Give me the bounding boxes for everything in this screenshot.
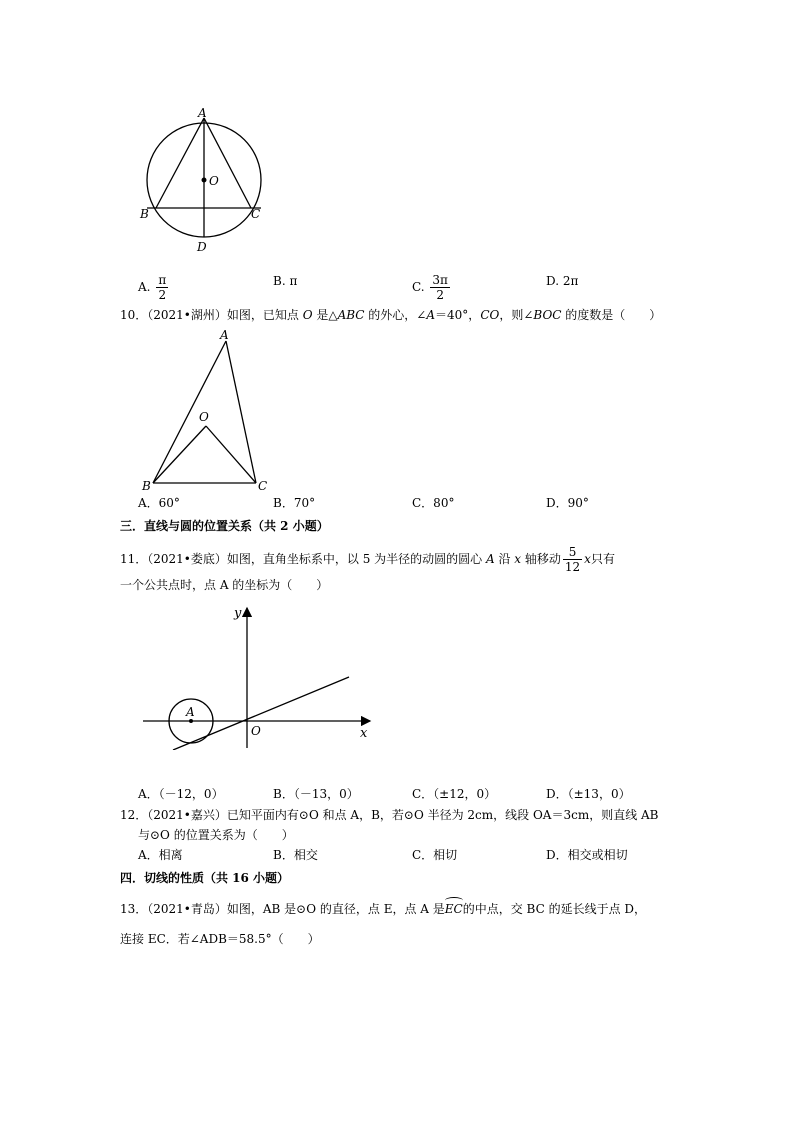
segment-co [206, 426, 256, 483]
arc-ec: EC [444, 902, 463, 916]
segment-ac [204, 118, 251, 208]
q12-stem-line1: 12．（2021•嘉兴）已知平面内有⊙O 和点 A，B，若⊙O 半径为 2cm，线段 OA＝3cm，则直线 AB [120, 808, 659, 822]
segment-ac [226, 341, 256, 483]
q9-option-a: A. $\frac{\pi}{2}$ [138, 273, 167, 302]
q10-option-d: D．90° [546, 496, 589, 510]
label-b: B [140, 207, 149, 221]
segment-ab [156, 118, 204, 208]
q13-stem-line1: 13．（2021•青岛）如图，AB 是⊙O 的直径，点 E，点 A 是EC的中点，交 BC 的延长线于点 D， [120, 902, 647, 916]
q12-stem-line2: 与⊙O 的位置关系为（ ） [138, 828, 294, 842]
label-o: O [251, 724, 261, 738]
label-a: A [198, 106, 207, 120]
figure-q9 [135, 105, 270, 257]
q9-option-c: C. $\frac{3\pi}{2}$ [412, 273, 448, 302]
q11-stem-line2: 一个公共点时，点 A 的坐标为（ ） [120, 578, 329, 592]
label-o: O [209, 174, 219, 188]
label-a: A [186, 705, 195, 719]
label-d: D [197, 240, 207, 254]
q11-option-c: C．（±12，0） [412, 787, 497, 801]
center-point [202, 178, 207, 183]
q10-option-a: A．60° [138, 496, 180, 510]
label-y: y [234, 606, 242, 621]
label-o: O [199, 410, 209, 424]
q11-option-b: B．（－13，0） [273, 787, 359, 801]
q10-option-c: C．80° [412, 496, 455, 510]
q11-stem-line1: 11．（2021•娄底）如图，直角坐标系中，以 5 为半径的动圆的圆心 A 沿 x 轴移动 $\frac{5}{12}$ x只有 [120, 545, 615, 574]
fraction: $\frac{\pi}{2}$ [158, 273, 167, 302]
section-heading-4: 四．切线的性质（共 16 小题） [120, 871, 290, 885]
q12-option-c: C．相切 [412, 848, 458, 862]
segment-bo [153, 426, 206, 483]
q9-option-b: B. π [273, 274, 298, 288]
fraction: $\frac{3\pi}{2}$ [432, 273, 448, 302]
point-a [189, 719, 193, 723]
label-a: A [220, 328, 229, 342]
label-c: C [258, 479, 268, 493]
q11-option-d: D．（±13，0） [546, 787, 631, 801]
figure-q10 [138, 326, 278, 494]
label-c: C [251, 207, 261, 221]
section-heading-3: 三．直线与圆的位置关系（共 2 小题） [120, 519, 329, 533]
line-5-12x [173, 677, 349, 750]
q12-option-d: D．相交或相切 [546, 848, 628, 862]
segment-ab [153, 341, 226, 483]
q10-stem: 10．（2021•湖州）如图，已知点 O 是△ABC 的外心，∠A＝40°，CO，则∠BOC 的度数是（ ） [120, 308, 662, 322]
fraction-5-12: $\frac{5}{12}$ [564, 545, 581, 574]
q12-option-a: A．相离 [138, 848, 183, 862]
q9-option-d: D. 2π [546, 274, 579, 288]
q11-option-a: A．（－12，0） [138, 787, 224, 801]
label-b: B [142, 479, 151, 493]
q12-option-b: B．相交 [273, 848, 318, 862]
label-x: x [360, 726, 368, 741]
figure-q11 [138, 600, 383, 750]
q10-option-b: B．70° [273, 496, 316, 510]
q13-stem-line2: 连接 EC．若∠ADB＝58.5°（ ） [120, 932, 320, 946]
